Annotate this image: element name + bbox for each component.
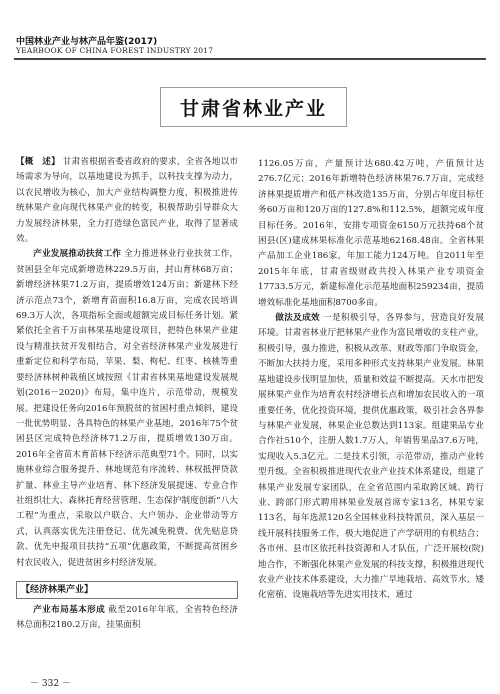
practices-heading: 做法及成效 [275,313,320,324]
statistics-paragraph [258,157,484,311]
yearbook-header-en: YEARBOOK OF CHINA FOREST INDUSTRY 2017 [16,46,214,55]
layout-text: 截至2016年年底，全省特色经济林总面积2180.2万亩，挂果面积 [16,604,238,631]
poverty-heading: 产业发展推动扶贫工作 [33,249,122,260]
practices-text: 一是积极引导，各界参与，营造良好发展环境。甘肃省林业厅把林果产业作为富民增收的支柱产业，积极引导，强力推进，积极从改革、财政等部门争取资金，不断加大扶持力度，采用多种形式支持林果产业发展。林果基地建设步伐明显加快，质量和效益不断提高。天水市把发展林果产业作为培育农村经济增长点和增加农民收入的一项重要任务，优化投资环境，提供优惠政策，吸引社会各界参与林果产业发展，林果企业总数达到113家。组建果品专业合作社510个，注册人数1.7万人，年销售果品37.6万吨，实现收入5.3亿元。二是技术引领，示范带动，推动产业转型升级。全省积极推进现代农业产业技术体系建设，组建了林果产业发展专家团队，在全省范围内采取跨区域、跨行业、跨部门形式聘用林果业发展首席专家13名，林果专家113名，每年选派120名全国林业科技特派员，深入基层一线开展科技服务工作，极大地促进了产学研用的有机结合；各市州、县市区依托科技资源和人才队伍，广泛开展校(院)地合作，不断强化林果产业发展的科技支撑，积极推进现代农业产业技术体系建设，大力推广旱地栽培、高效节水、矮化密植、设施栽培等先进实用技术，通过 [258,313,484,601]
right-column [258,157,484,604]
left-column [16,155,238,634]
statistics-text: 1126.05万亩，产量预计达680.42万吨，产值预计达276.7亿元；2016年新增特色经济林果76.7万亩，完成经济林果提质增产和低产林改造135万亩，分别占年度目标任务60万亩和120万亩的127.8%和112.5%，超额完成年度目标任务。2016年，安排专项资金6150万元扶持68个贫困县(区)建成林果标准化示范基地62168.48亩。全省林果产品加工企业186家，年加工能力124万吨。自2011年至2015年年底，甘肃省级财政共投入林果产业专项资金17733.5万元，新建标准化示范基地面积259234亩，提质增效标准化基地面积8700多亩。 [258,159,484,308]
article-title-box [160,87,347,127]
article-title: 甘肃省林业产业 [179,97,327,120]
practices-paragraph [258,311,484,604]
overview-paragraph [16,155,238,247]
yearbook-header-cn: 中国林业产业与林产品年鉴(2017) [16,37,158,47]
page-number: － 332 － [30,679,71,689]
header-rule [14,58,486,60]
layout-heading: 产业布局基本形成 [33,604,106,615]
section-heading-economic-forest: 【经济林果产业】 [16,581,238,599]
poverty-paragraph [16,247,238,571]
poverty-text: 全力推进林业行业扶贫工作，贫困县全年完成新增造林229.5万亩，封山育林68万亩；新增经济林果71.2万亩，提质增效124万亩；新建林下经济示范点73个，新增育苗面积16.8万亩，完成农民培训69.3万人次，各项指标全面或超额完成目标任务计划。紧紧依托全省千万亩林果基地建设项目，把特色林果产业建设与精准扶贫开发相结合，对全省经济林果产业发展进行重新定位和科学布局，苹果、梨、枸杞、红枣、核桃等重要经济林树种栽植区域按照《甘肃省林果基地建设发展规划(2016－2020)》布局，集中连片，示范带动，规模发展。把建设任务向2016年预脱贫的贫困村重点倾斜，建设一批优势明显、各具特色的林果产业基地，2016年75个贫困县区完成特色经济林71.2万亩，提质增效130万亩。2016年全省苗木育苗林下经济示范典型71个。同时，以实施林业综合服务提升、林地规范有序流转、林权抵押贷款扩量、林业主导产业培育、林下经济发展提速、专业合作社组织壮大、森林托育经营管理、生态保护制度创新“八大工程”为重点，采取以户联合、大户领办、企业带动等方式，认真落实优先注册登记、优先减免税费、优先贴息贷款、优先申报项目扶持“五项”优惠政策，不断提高贫困乡村农民收入，促进贫困乡村经济发展。 [16,249,238,568]
overview-label: 【概 述】 [16,157,60,167]
layout-paragraph [16,603,238,634]
overview-text: 甘肃省根据省委省政府的要求，全省各地以市场需求为导向，以基地建设为抓手，以科技支撑为动力，以农民增收为核心，加大产业结构调整力度，积极推进传统林果产业向现代林果产业的转变，积极帮助引导群众大力发展经济林果，全力打造绿色富民产业，取得了显著成效。 [16,157,238,245]
